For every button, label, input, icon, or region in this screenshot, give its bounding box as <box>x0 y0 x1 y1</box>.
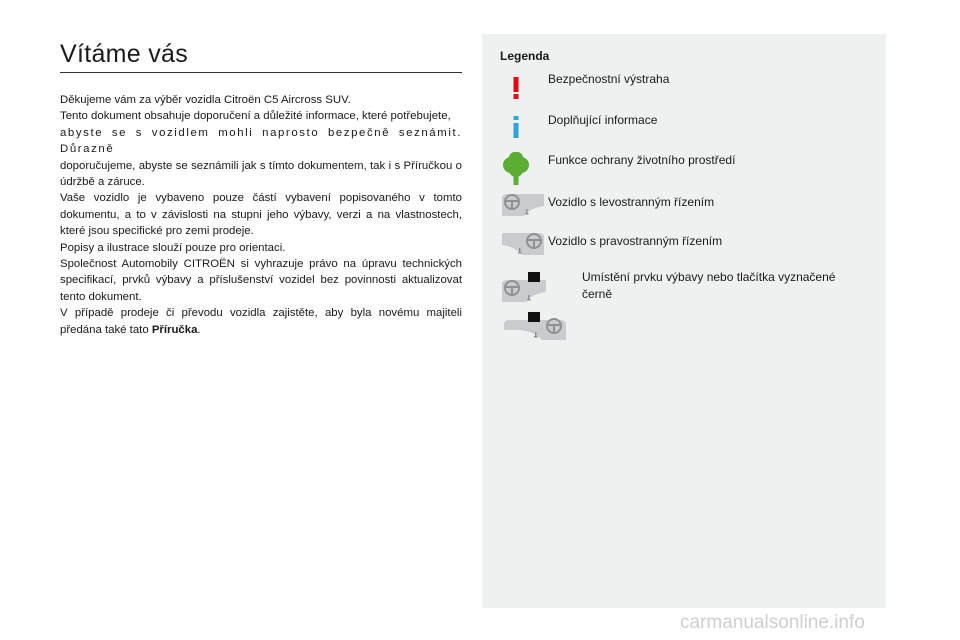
paragraph-rights: Společnost Automobily CITROËN si vyhrazuje právo na úpravu technických specifikací, prvků výbavy a příslušenství vozidel bez povinnosti aktualizovat tento dokument. <box>60 258 462 303</box>
paragraph-transfer <box>60 305 462 338</box>
legend-label: Bezpečnostní výstraha <box>548 72 670 86</box>
exclamation-icon <box>510 77 522 99</box>
paragraph-document-line2: abyste se s vozidlem mohli naprosto bezpečně seznámit. Důrazně <box>60 126 462 156</box>
legend-label: Vozidlo s pravostranným řízením <box>548 234 723 248</box>
legend-label: Doplňující informace <box>548 113 658 127</box>
paragraph-illustrations: Popisy a ilustrace slouží pouze pro orientaci. <box>60 241 286 254</box>
left-hand-drive-icon <box>500 192 546 218</box>
paragraph-document-line1: Tento dokument obsahuje doporučení a důležité informace, které potřebujete, <box>60 110 451 123</box>
paragraph-document-line3: doporučujeme, abyste se seznámili jak s tímto dokumentem, tak i s Příručkou o údržbě a záruce. <box>60 159 462 189</box>
tree-icon <box>502 152 530 186</box>
legend-label: Funkce ochrany životního prostředí <box>548 153 736 167</box>
legend-label: Umístění prvku výbavy nebo tlačítka vyznačené černě <box>582 270 836 301</box>
legend-label: Vozidlo s levostranným řízením <box>548 195 715 209</box>
page-title: Vítáme vás <box>60 40 189 68</box>
paragraph-transfer-text: V případě prodeje či převodu vozidla zajistěte, aby byla novému majiteli předána také tato <box>60 307 462 336</box>
right-hand-drive-icon <box>500 231 546 257</box>
control-location-left-icon <box>500 272 548 304</box>
paragraph-thanks: Děkujeme vám za výběr vozidla Citroën C5 Aircross SUV. <box>60 94 351 106</box>
handbook-link-text: Příručka <box>151 323 198 336</box>
intro-text <box>60 92 462 338</box>
watermark-text: carmanualsonline.info <box>680 612 865 633</box>
legend-title: Legenda <box>500 49 550 63</box>
control-location-right-icon <box>502 312 568 342</box>
paragraph-equipment: Vaše vozidlo je vybaveno pouze částí vybavení popisovaného v tomto dokumentu, a to v závislosti na stupni jeho výbavy, verzi a na vlastnostech, které jsou specifické pro zemi prodeje. <box>60 192 462 238</box>
title-divider <box>60 72 462 73</box>
legend-panel <box>482 34 886 608</box>
paragraph-transfer-end: . <box>197 323 201 336</box>
info-icon <box>510 116 522 138</box>
